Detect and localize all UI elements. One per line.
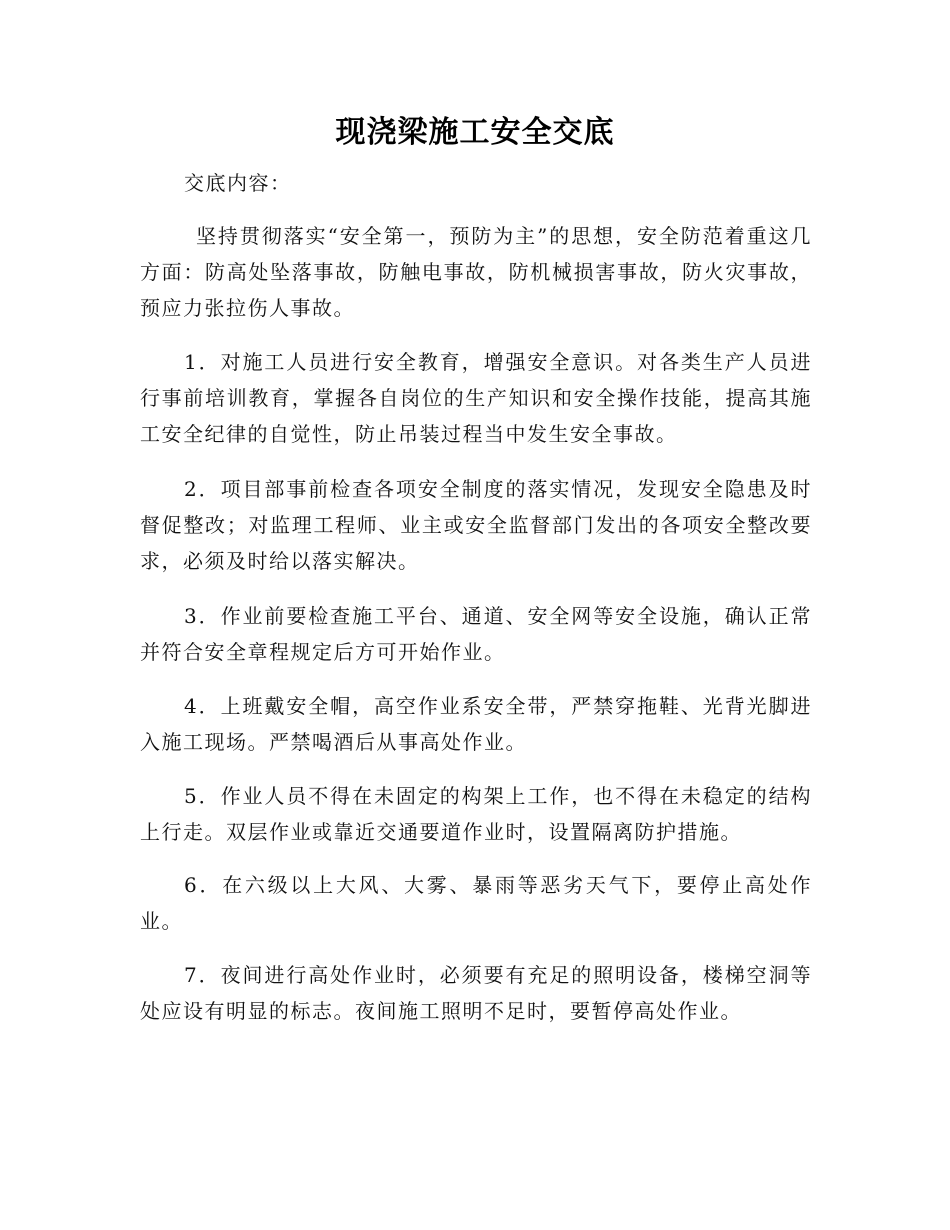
document-title: 现浇梁施工安全交底: [335, 115, 615, 150]
list-item: 2．项目部事前检查各项安全制度的落实情况，发现安全隐患及时督促整改；对监理工程师、业主或安全监督部门发出的各项安全整改要求，必须及时给以落实解决。: [140, 477, 812, 573]
list-item: 1．对施工人员进行安全教育，增强安全意识。对各类生产人员进行事前培训教育，掌握各自岗位的生产知识和安全操作技能，提高其施工安全纪律的自觉性，防止吊装过程当中发生安全事故。: [140, 350, 812, 446]
list-item: 4．上班戴安全帽，高空作业系安全带，严禁穿拖鞋、光背光脚进入施工现场。严禁喝酒后从事高处作业。: [140, 694, 812, 754]
intro-label: 交底内容：: [184, 171, 292, 195]
principle-paragraph: 坚持贯彻落实“安全第一，预防为主”的思想，安全防范着重这几方面：防高处坠落事故，防触电事故，防机械损害事故，防火灾事故，预应力张拉伤人事故。: [140, 224, 812, 320]
list-item: 5．作业人员不得在未固定的构架上工作，也不得在未稳定的结构上行走。双层作业或靠近交通要道作业时，设置隔离防护措施。: [140, 784, 812, 844]
list-item: 3．作业前要检查施工平台、通道、安全网等安全设施，确认正常并符合安全章程规定后方可开始作业。: [140, 604, 812, 664]
list-item: 7．夜间进行高处作业时，必须要有充足的照明设备，楼梯空洞等处应设有明显的标志。夜间施工照明不足时，要暂停高处作业。: [140, 963, 812, 1023]
list-item: 6．在六级以上大风、大雾、暴雨等恶劣天气下，要停止高处作业。: [140, 873, 812, 933]
